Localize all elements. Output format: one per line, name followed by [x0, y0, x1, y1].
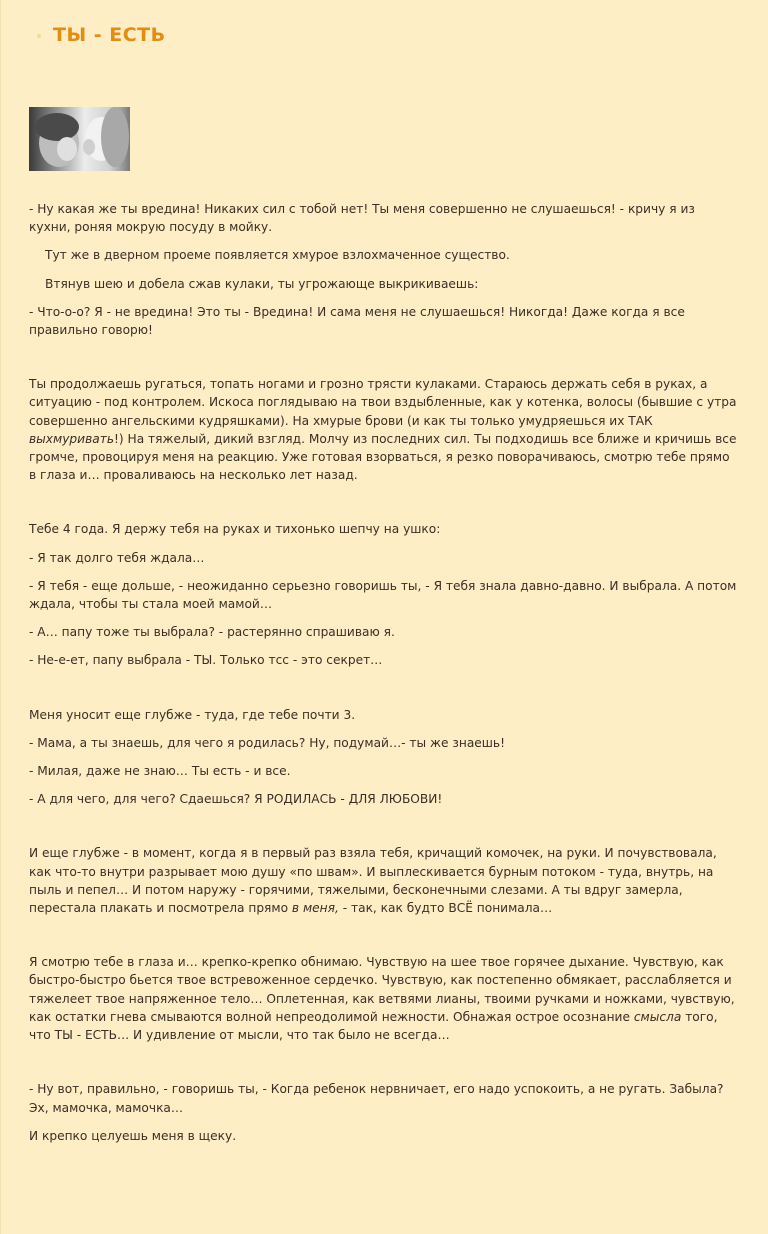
emphasis-text: выхмуривать [29, 431, 115, 446]
paragraph: Втянув шею и добела сжав кулаки, ты угрожающе выкрикиваешь: [45, 276, 479, 291]
story-text [29, 200, 737, 1155]
paragraph: - Не-е-ет, папу выбрала - ТЫ. Только тсс - это секрет… [29, 653, 383, 668]
paragraph: Тут же в дверном проеме появляется хмурое взлохмаченное существо. [45, 248, 510, 263]
paragraph: - А… папу тоже ты выбрала? - растерянно спрашиваю я. [29, 625, 395, 640]
paragraph: Ты продолжаешь ругаться, топать ногами и грозно трясти кулаками. Стараюсь держать себя в руках, а ситуацию - под контролем. Искоса поглядываю на твои вздыбленные, как у котенка, волосы (бывшие с утра совершенно ангельскими кудряшками). На хмурые брови (и как ты только умудряешься их ТАК выхмуривать!) На тяжелый, дикий взгляд. Молчу из последних сил. Ты подходишь все ближе и кричишь все громче, провоцируя меня на реакцию. Уже готовая взорваться, я резко поворачиваюсь, смотрю тебе прямо в глаза и… проваливаюсь на несколько лет назад. [29, 377, 737, 483]
paragraph: - Мама, а ты знаешь, для чего я родилась? Ну, подумай…- ты же знаешь! [29, 735, 506, 750]
paragraph: Тебе 4 года. Я держу тебя на руках и тихонько шепчу на ушко: [29, 522, 441, 537]
photo-image [29, 107, 130, 171]
paragraph: - Ну вот, правильно, - говоришь ты, - Когда ребенок нервничает, его надо успокоить, а не ругать. Забыла? Эх, мамочка, мамочка… [29, 1082, 724, 1115]
page-title: ТЫ - ЕСТЬ [53, 24, 166, 46]
paragraph: - Ну какая же ты вредина! Никаких сил с тобой нет! Ты меня совершенно не слушаешься! - кричу я из кухни, роняя мокрую посуду в мойку. [29, 202, 695, 235]
title-bullet-icon [37, 34, 41, 38]
paragraph: И еще глубже - в момент, когда я в первый раз взяла тебя, кричащий комочек, на руки. И почувствовала, как что-то внутри разрывает мою душу «по швам». И выплескивается бурным потоком - туда, внутрь, на пыль и пепел… И потом наружу - горячими, тяжелыми, бесконечными слезами. А ты вдруг замерла, перестала плакать и посмотрела прямо в меня, - так, как будто ВСЁ понимала… [29, 846, 717, 916]
paragraph: - Милая, даже не знаю… Ты есть - и все. [29, 764, 291, 779]
story-photo [29, 107, 130, 171]
paragraph: - Я тебя - еще дольше, - неожиданно серьезно говоришь ты, - Я тебя знала давно-давно. И выбрала. А потом ждала, чтобы ты стала моей мамой… [29, 578, 737, 612]
paragraph: Я смотрю тебе в глаза и… крепко-крепко обнимаю. Чувствую на шее твое горячее дыхание. Чувствую, как быстро-быстро бьется твое встревоженное сердечко. Чувствую, как постепенно обмякает, расслабляется и тяжелеет твое напряженное тело… Оплетенная, как ветвями лианы, твоими ручками и ножками, чувствую, как остатки гнева смываются волной непреодолимой нежности. Обнажая острое осознание смысла того, что ТЫ - ЕСТЬ… И удивление от мысли, что так было не всегда… [29, 955, 735, 1043]
emphasis-text: в меня, [291, 901, 339, 916]
paragraph: - А для чего, для чего? Сдаешься? Я РОДИЛАСЬ - ДЛЯ ЛЮБОВИ! [29, 792, 443, 807]
paragraph: И крепко целуешь меня в щеку. [29, 1128, 237, 1143]
paragraph: - Я так долго тебя ждала… [29, 550, 205, 565]
emphasis-text: смысла [633, 1009, 682, 1024]
paragraph: Меня уносит еще глубже - туда, где тебе почти 3. [29, 707, 356, 722]
paragraph: - Что-о-о? Я - не вредина! Это ты - Вредина! И сама меня не слушаешься! Никогда! Даже когда я все правильно говорю! [29, 304, 685, 338]
